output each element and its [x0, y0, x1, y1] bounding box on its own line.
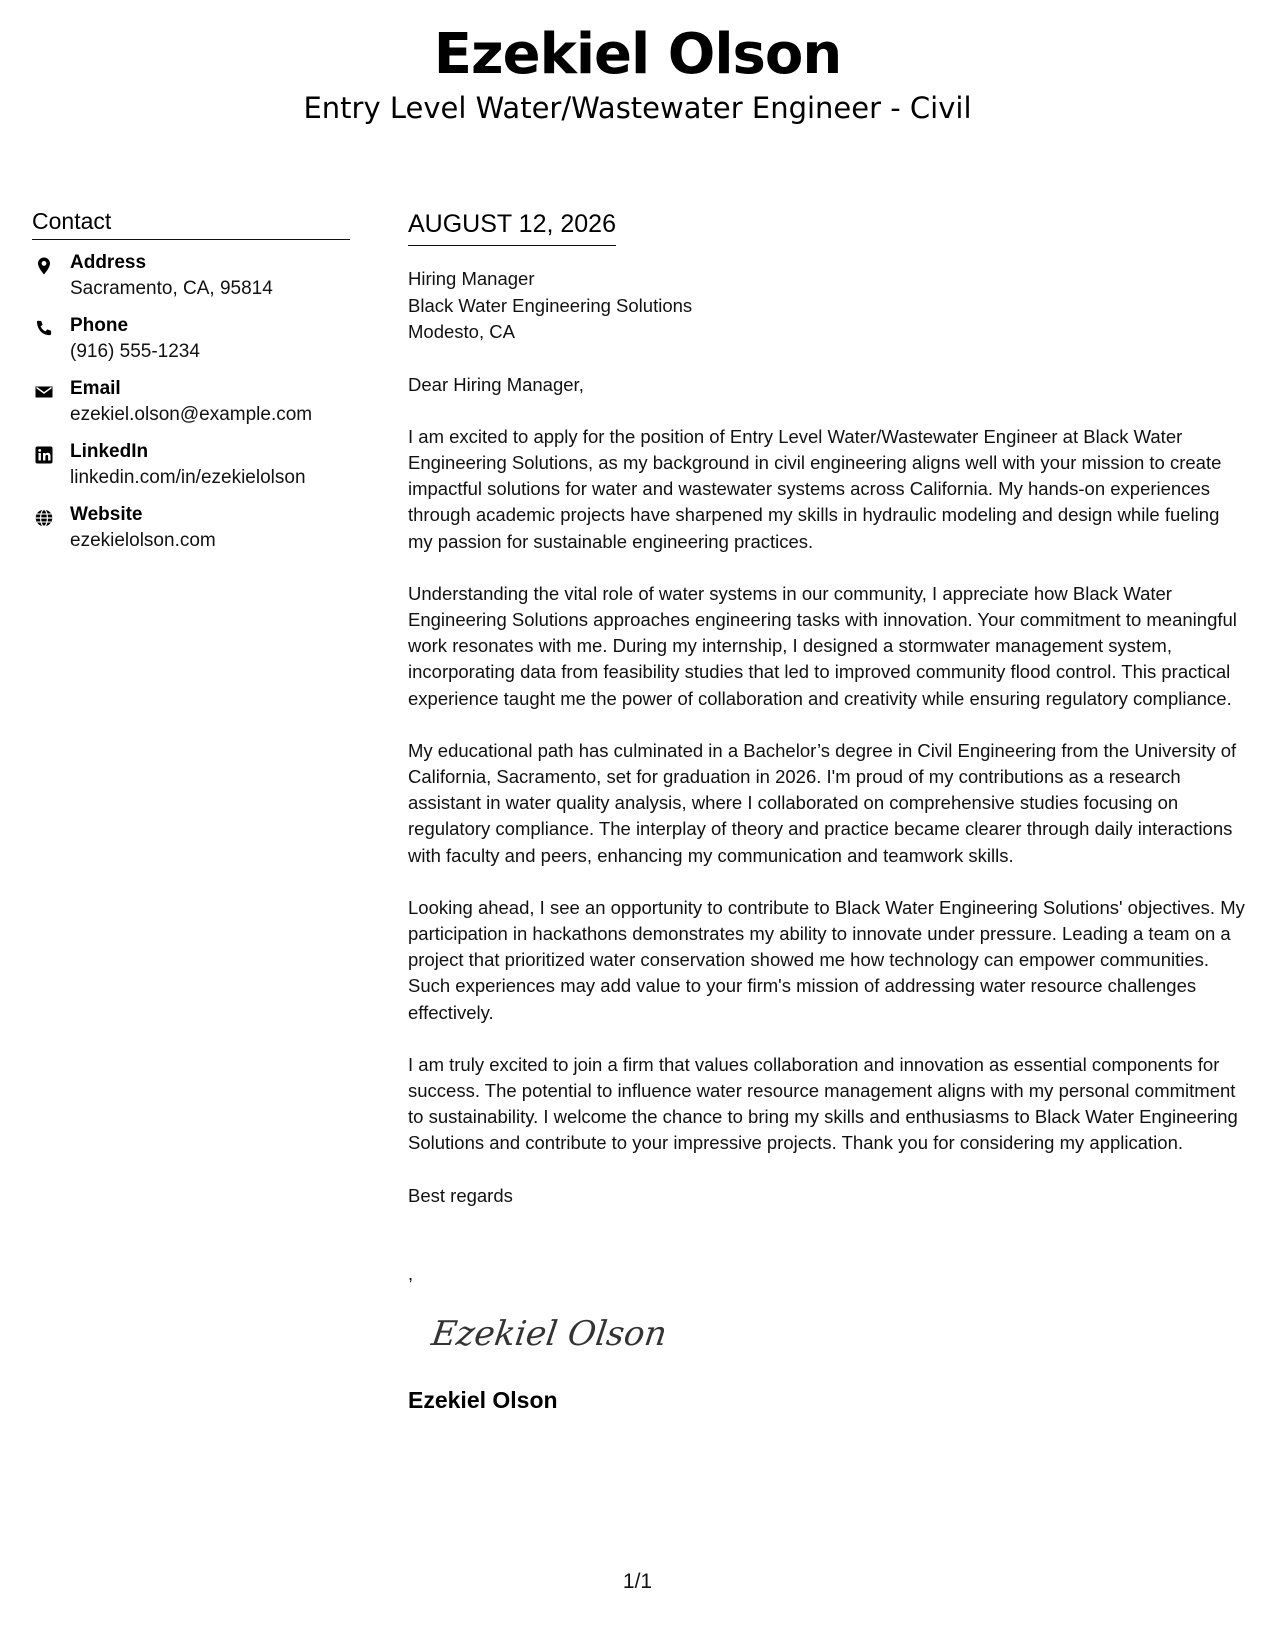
contact-item-email — [32, 376, 350, 439]
paragraph: I am truly excited to join a firm that values collaboration and innovation as essential components for success. The potential to influence water resource management aligns with my personal commitment to sustainability. I welcome the chance to bring my skills and enthusiasms to Black Water Engineering Solutions and contribute to your impressive projects. Thank you for considering my application. — [408, 1053, 1238, 1154]
recipient-block — [408, 266, 1248, 346]
contact-item-linkedin — [32, 439, 350, 502]
recipient-title: Hiring Manager — [408, 268, 535, 289]
contact-item-website — [32, 502, 350, 565]
contact-label: Email — [70, 378, 121, 399]
signer-name: Ezekiel Olson — [408, 1386, 558, 1413]
paragraph: Looking ahead, I see an opportunity to contribute to Black Water Engineering Solutions' objectives. My participation in hackathons demonstrates my ability to innovate under pressure. Leading a team on a project that prioritized water conservation showed me how technology can empower communities. Such experiences may add value to your firm's mission of addressing water resource challenges effectively. — [408, 896, 1245, 1023]
paragraph: Understanding the vital role of water systems in our community, I appreciate how Black Water Engineering Solutions approaches engineering tasks with innovation. Your commitment to meaningful work resonates with me. During my internship, I designed a stormwater management system, incorporating data from feasibility studies that led to improved community flood control. This practical experience taught me the power of collaboration and creativity while ensuring regulatory compliance. — [408, 582, 1237, 709]
header — [0, 22, 1275, 126]
contact-sidebar — [32, 206, 350, 565]
applicant-name: Ezekiel Olson — [433, 22, 842, 87]
salutation: Dear Hiring Manager, — [408, 373, 584, 395]
paragraph: My educational path has culminated in a Bachelor’s degree in Civil Engineering from the University of California, Sacramento, set for graduation in 2026. I'm proud of my contributions as a research assistant in water quality analysis, where I collaborated on comprehensive studies focusing on regulatory compliance. The interplay of theory and practice became clearer through daily interactions with faculty and peers, enhancing my communication and teamwork skills. — [408, 739, 1237, 866]
linkedin-icon — [34, 445, 54, 465]
contact-value: (916) 555-1234 — [70, 341, 200, 362]
recipient-company: Black Water Engineering Solutions — [408, 294, 693, 316]
signature-text: Ezekiel Olson — [429, 1314, 670, 1354]
contact-item-phone — [32, 313, 350, 376]
contact-list — [32, 250, 350, 565]
contact-value: ezekiel.olson@example.com — [70, 404, 313, 425]
contact-value: Sacramento, CA, 95814 — [70, 278, 273, 299]
closing-comma: , — [408, 1262, 414, 1284]
contact-value: linkedin.com/in/ezekielolson — [70, 467, 306, 488]
page-number: 1/1 — [622, 1570, 653, 1593]
contact-label: Address — [70, 252, 147, 273]
location-pin-icon — [34, 256, 54, 276]
job-title: Entry Level Water/Wastewater Engineer - Civil — [303, 91, 972, 125]
envelope-icon — [34, 382, 54, 402]
contact-label: Phone — [70, 315, 129, 336]
contact-label: LinkedIn — [70, 441, 149, 462]
contact-value: ezekielolson.com — [70, 530, 216, 551]
globe-icon — [34, 508, 54, 528]
contact-label: Website — [70, 504, 143, 525]
contact-item-address — [32, 250, 350, 313]
contact-heading: Contact — [32, 206, 350, 240]
letter-body — [408, 208, 1248, 1415]
handwritten-signature — [429, 1305, 1248, 1365]
letter-date: AUGUST 12, 2026 — [408, 208, 616, 246]
closing: Best regards — [408, 1184, 513, 1206]
phone-icon — [34, 319, 54, 339]
paragraph: I am excited to apply for the position of Entry Level Water/Wastewater Engineer at Black Water Engineering Solutions, as my background in civil engineering aligns well with your mission to create impactful solutions for water and wastewater systems across California. My hands-on experiences through academic projects have sharpened my skills in hydraulic modeling and design while fueling my passion for sustainable engineering practices. — [408, 425, 1222, 552]
recipient-location: Modesto, CA — [408, 321, 515, 342]
